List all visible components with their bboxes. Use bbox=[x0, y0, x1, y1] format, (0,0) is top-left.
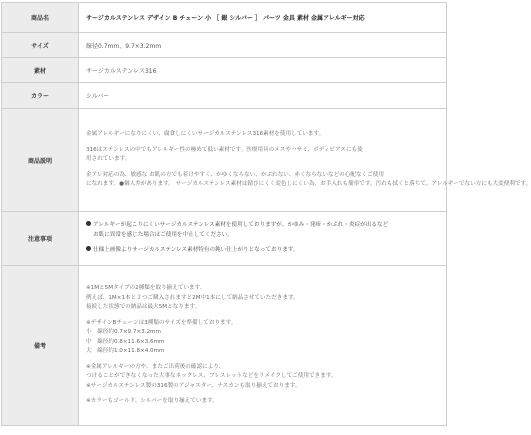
label-size: サイズ bbox=[2, 33, 79, 58]
remarks-line: ※カラーもゴールド、シルバーを取り揃えています。 bbox=[86, 398, 218, 405]
value-description bbox=[79, 109, 531, 212]
spec-row-description bbox=[2, 109, 447, 212]
description-line: 316はステンレスの中でもアレルギー性の極めて低い素材です。医療用具のメスやハサミ、ボディピアスにも使 bbox=[86, 146, 363, 153]
label-description: 商品説明 bbox=[2, 109, 79, 212]
bullet-icon bbox=[86, 221, 91, 226]
spec-row-product-name bbox=[2, 3, 447, 33]
description-line: になれます。●個人差があります。 サージカルステンレス素材は錆びにくく変色しにくい為、お手入れも簡単です。汚れも拭くと落ちて、アレルギーでない方にも大変便利です。 bbox=[86, 181, 531, 188]
remarks-line: ※1Mと5Mタイプの2種類を取り揃えています。 bbox=[86, 285, 206, 292]
description-line: 用されています。 bbox=[86, 156, 131, 163]
label-color: カラー bbox=[2, 83, 79, 109]
value-size: 線径0.7mm、9.7×3.2mm bbox=[79, 33, 447, 58]
spec-row-color bbox=[2, 83, 447, 109]
spec-row-remarks bbox=[2, 266, 447, 426]
remarks-line: 接続した状態での納品は最大5Mとなります。 bbox=[86, 304, 201, 311]
remarks-line: 例えば、1M×1本と２つご購入されますと2M中1本にして納品させていただきます。 bbox=[86, 294, 299, 301]
bullet-icon bbox=[86, 246, 91, 251]
remarks-line: ※サージカルステンレス製の316製のアジャスター、ナスカンも取り揃えております。 bbox=[86, 382, 301, 389]
remarks-line: 中 線径約0.8×11.6×3.6mm bbox=[86, 338, 165, 345]
value-product-name: サージカルステンレス デザイン B チェーン 小 ［ 銀 シルバー ］ パーツ 金具 素材 金属アレルギー対応 bbox=[79, 3, 447, 33]
label-caution: 注意事項 bbox=[2, 212, 79, 266]
remarks-line: ※金属アレルギーの方や、またご出荷後の確認により、 bbox=[86, 363, 225, 370]
value-color: シルバー bbox=[79, 83, 447, 109]
value-caution bbox=[79, 212, 447, 266]
caution-note-continued: お肌に異常を感じた場合はご使用を中止してください。 bbox=[93, 231, 233, 238]
description-line: 金アレ対応の為、敏感な お肌の方でも着けやすく、かゆくならない、かぶれない、赤くならないなどの心配なくご使用 bbox=[86, 171, 384, 178]
description-line: 金属アレルギーになりにくい、腐食しにくいサージカルステンレス316素材を使用しています。 bbox=[86, 131, 325, 138]
caution-note: アレルギーが起こりにくいサージカルステンレス素材を使用しておりますが、かゆみ・発疹・かぶれ・炎症が出るなど bbox=[86, 221, 439, 231]
spec-row-caution bbox=[2, 212, 447, 266]
remarks-line: 小 線径約0.7×9.7×3.2mm bbox=[86, 329, 161, 336]
label-remarks: 備考 bbox=[2, 266, 79, 426]
remarks-line: つけることができなくなった大事なネックレス、ブレスレットなどをリメイクしてご使用できます。 bbox=[86, 373, 337, 380]
value-material: サージカルステンレス316 bbox=[79, 58, 447, 83]
label-material: 素材 bbox=[2, 58, 79, 83]
spec-row-material bbox=[2, 58, 447, 83]
product-spec-table bbox=[1, 2, 531, 426]
value-remarks bbox=[79, 266, 447, 426]
remarks-line: ※デザインBチェーンは3種類のサイズを準備しております。 bbox=[86, 319, 237, 326]
remarks-line: 大 線径約1.0×11.8×4.0mm bbox=[86, 348, 165, 355]
caution-note: 仕様上画像よりサージカルステンレス素材特有の鈍い仕上がりとなっております。 bbox=[86, 246, 439, 256]
label-product-name: 商品名 bbox=[2, 3, 79, 33]
spec-row-size bbox=[2, 33, 447, 58]
